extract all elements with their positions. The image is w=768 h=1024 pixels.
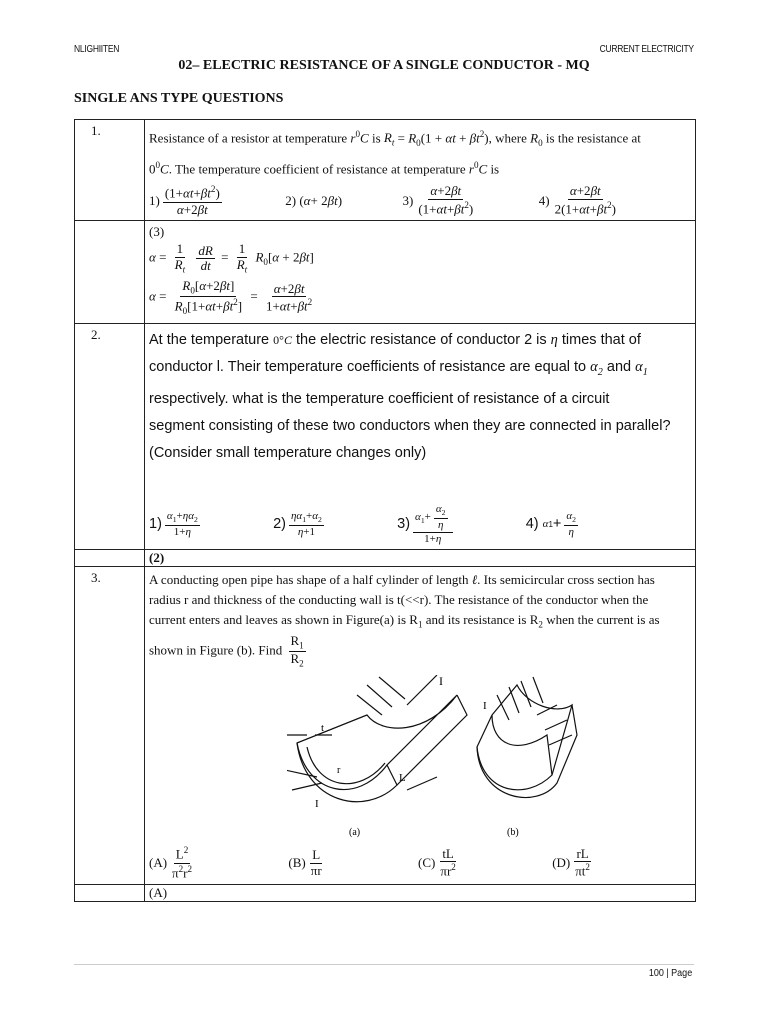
pipe-figure [287, 675, 587, 845]
answer-row [75, 221, 696, 324]
option-c[interactable]: (C) $\frac{tL}{\pi r^2}$ [418, 845, 456, 879]
answer-value: (A) [145, 884, 696, 901]
option-1[interactable]: 1) $\frac{(1+\alpha t+\beta t^2)}{\alpha+2\beta t}$ [149, 184, 220, 217]
question-row [75, 566, 696, 884]
question-row [75, 324, 696, 549]
question-body: At the temperature 0°C the electric resistance of conductor 2 is η times that of conductor l. Their temperature coefficients of resistance are equal to $\alpha_2$ and $\alpha_1$ respectively. what is the temperature coefficient of resistance of a circuit segment consisting of these two conductors when they are connected in parallel? (Consider small temperature changes only) 1) $\frac{\alpha_1+\eta\alpha_2}{1+\eta}$ 2) $\frac{\eta\alpha_1+\alpha_2}{\eta+1}$ 3) $\alpha_1+$ $\frac{\alpha_2}{\eta}$ 1+η 4) α 1 + $\frac{\alpha_2}{\eta}$ [145, 324, 696, 549]
option-3[interactable]: 3) $\alpha_1+$ $\frac{\alpha_2}{\eta}$ 1+η [397, 503, 455, 545]
option-1[interactable]: 1) $\frac{\alpha_1+\eta\alpha_2}{1+\eta}$ [149, 510, 198, 539]
solution: (3) α = $\frac{1}{R_t}$ $\frac{dR}{dt}$ = $\frac{1}{R_t}$ $R_0[\alpha + 2\beta t]$ α = $\frac{R_0[\alpha+2\beta t]}{R_0[1+\alpha t+\beta t^2]}$ = $\frac{\alpha+2\beta t}{1+\alpha t+\beta t^2}$ [145, 221, 696, 324]
svg-text:I: I [315, 798, 319, 811]
page-title: 02– ELECTRIC RESISTANCE OF A SINGLE CONDUCTOR - MQ [178, 58, 590, 73]
option-2[interactable]: 2) ( α + 2 βt ) [285, 192, 343, 208]
option-d[interactable]: (D) $\frac{rL}{\pi t^2}$ [552, 845, 590, 879]
answer-value: (3) [149, 224, 165, 240]
footer-divider [74, 964, 694, 965]
question-body: A conducting open pipe has shape of a half cylinder of length ℓ. Its semicircular cross section has radius r and thickness of the conducting wall is t(<<r). The resistance of the conductor when the current enters and leaves as shown in Figure(a) is $R_1$ and its resistance is $R_2$ when the current is as shown in Figure (b). Find $\frac{R_1}{R_2}$ I t L r I I (a) (b) (A) $\frac{L^2}{\pi^2r^2}$ (B) $\frac{L}{\pi r}$ (C) $\frac{tL}{\pi r^2}$ (D) $\frac{rL}{\pi t^2}$ [145, 566, 696, 884]
answer-row [75, 884, 696, 901]
page-number: 100 | Page [648, 968, 692, 979]
questions-table [74, 119, 696, 902]
options [149, 184, 691, 217]
option-3[interactable]: 3) $\frac{\alpha+2\beta t}{(1+\alpha t+\beta t^2)}$ [402, 183, 474, 217]
option-4[interactable]: 4) $\frac{\alpha+2\beta t}{2(1+\alpha t+\beta t^2)}$ [538, 183, 616, 217]
section-title: SINGLE ANS TYPE QUESTIONS [74, 91, 284, 106]
svg-text:(a): (a) [349, 827, 361, 839]
header-left: NLIGHIITEN [74, 44, 120, 55]
options [149, 503, 691, 545]
header-right: CURRENT ELECTRICITY [599, 44, 694, 55]
answer-row [75, 549, 696, 566]
question-row [75, 120, 696, 221]
question-number: 3. [75, 566, 145, 884]
svg-text:r: r [337, 765, 341, 777]
question-body: Resistance of a resistor at temperature $r^0C$ is $R_t = R_0(1 + \alpha t + \beta t^2)$, where $R_0$ is the resistance at $0^0C$. The temperature coefficient of resistance at temperature $r^0C$ is 1) $\frac{(1+\alpha t+\beta t^2)}{\alpha+2\beta t}$ 2) ( α + 2 βt ) 3) $\frac{\alpha+2\beta t}{(1+\alpha t+\beta t^2)}$ 4) $\frac{\alpha+2\beta t}{2(1+\alpha t+\beta t^2)}$ [145, 120, 696, 221]
options [149, 845, 691, 881]
option-4[interactable]: 4) α 1 + $\frac{\alpha_2}{\eta}$ [525, 510, 576, 539]
svg-text:t: t [321, 722, 325, 735]
svg-text:I: I [439, 675, 443, 689]
question-number: 1. [75, 120, 145, 221]
svg-text:I: I [483, 700, 487, 713]
option-a[interactable]: (A) $\frac{L^2}{\pi^2r^2}$ [149, 845, 193, 880]
option-b[interactable]: (B) $\frac{L}{\pi r}$ [288, 846, 322, 878]
question-number: 2. [75, 324, 145, 549]
option-2[interactable]: 2) $\frac{\eta\alpha_1+\alpha_2}{\eta+1}$ [273, 510, 322, 539]
svg-text:L: L [399, 772, 406, 785]
answer-value: (2) [145, 549, 696, 566]
svg-text:(b): (b) [507, 827, 519, 839]
